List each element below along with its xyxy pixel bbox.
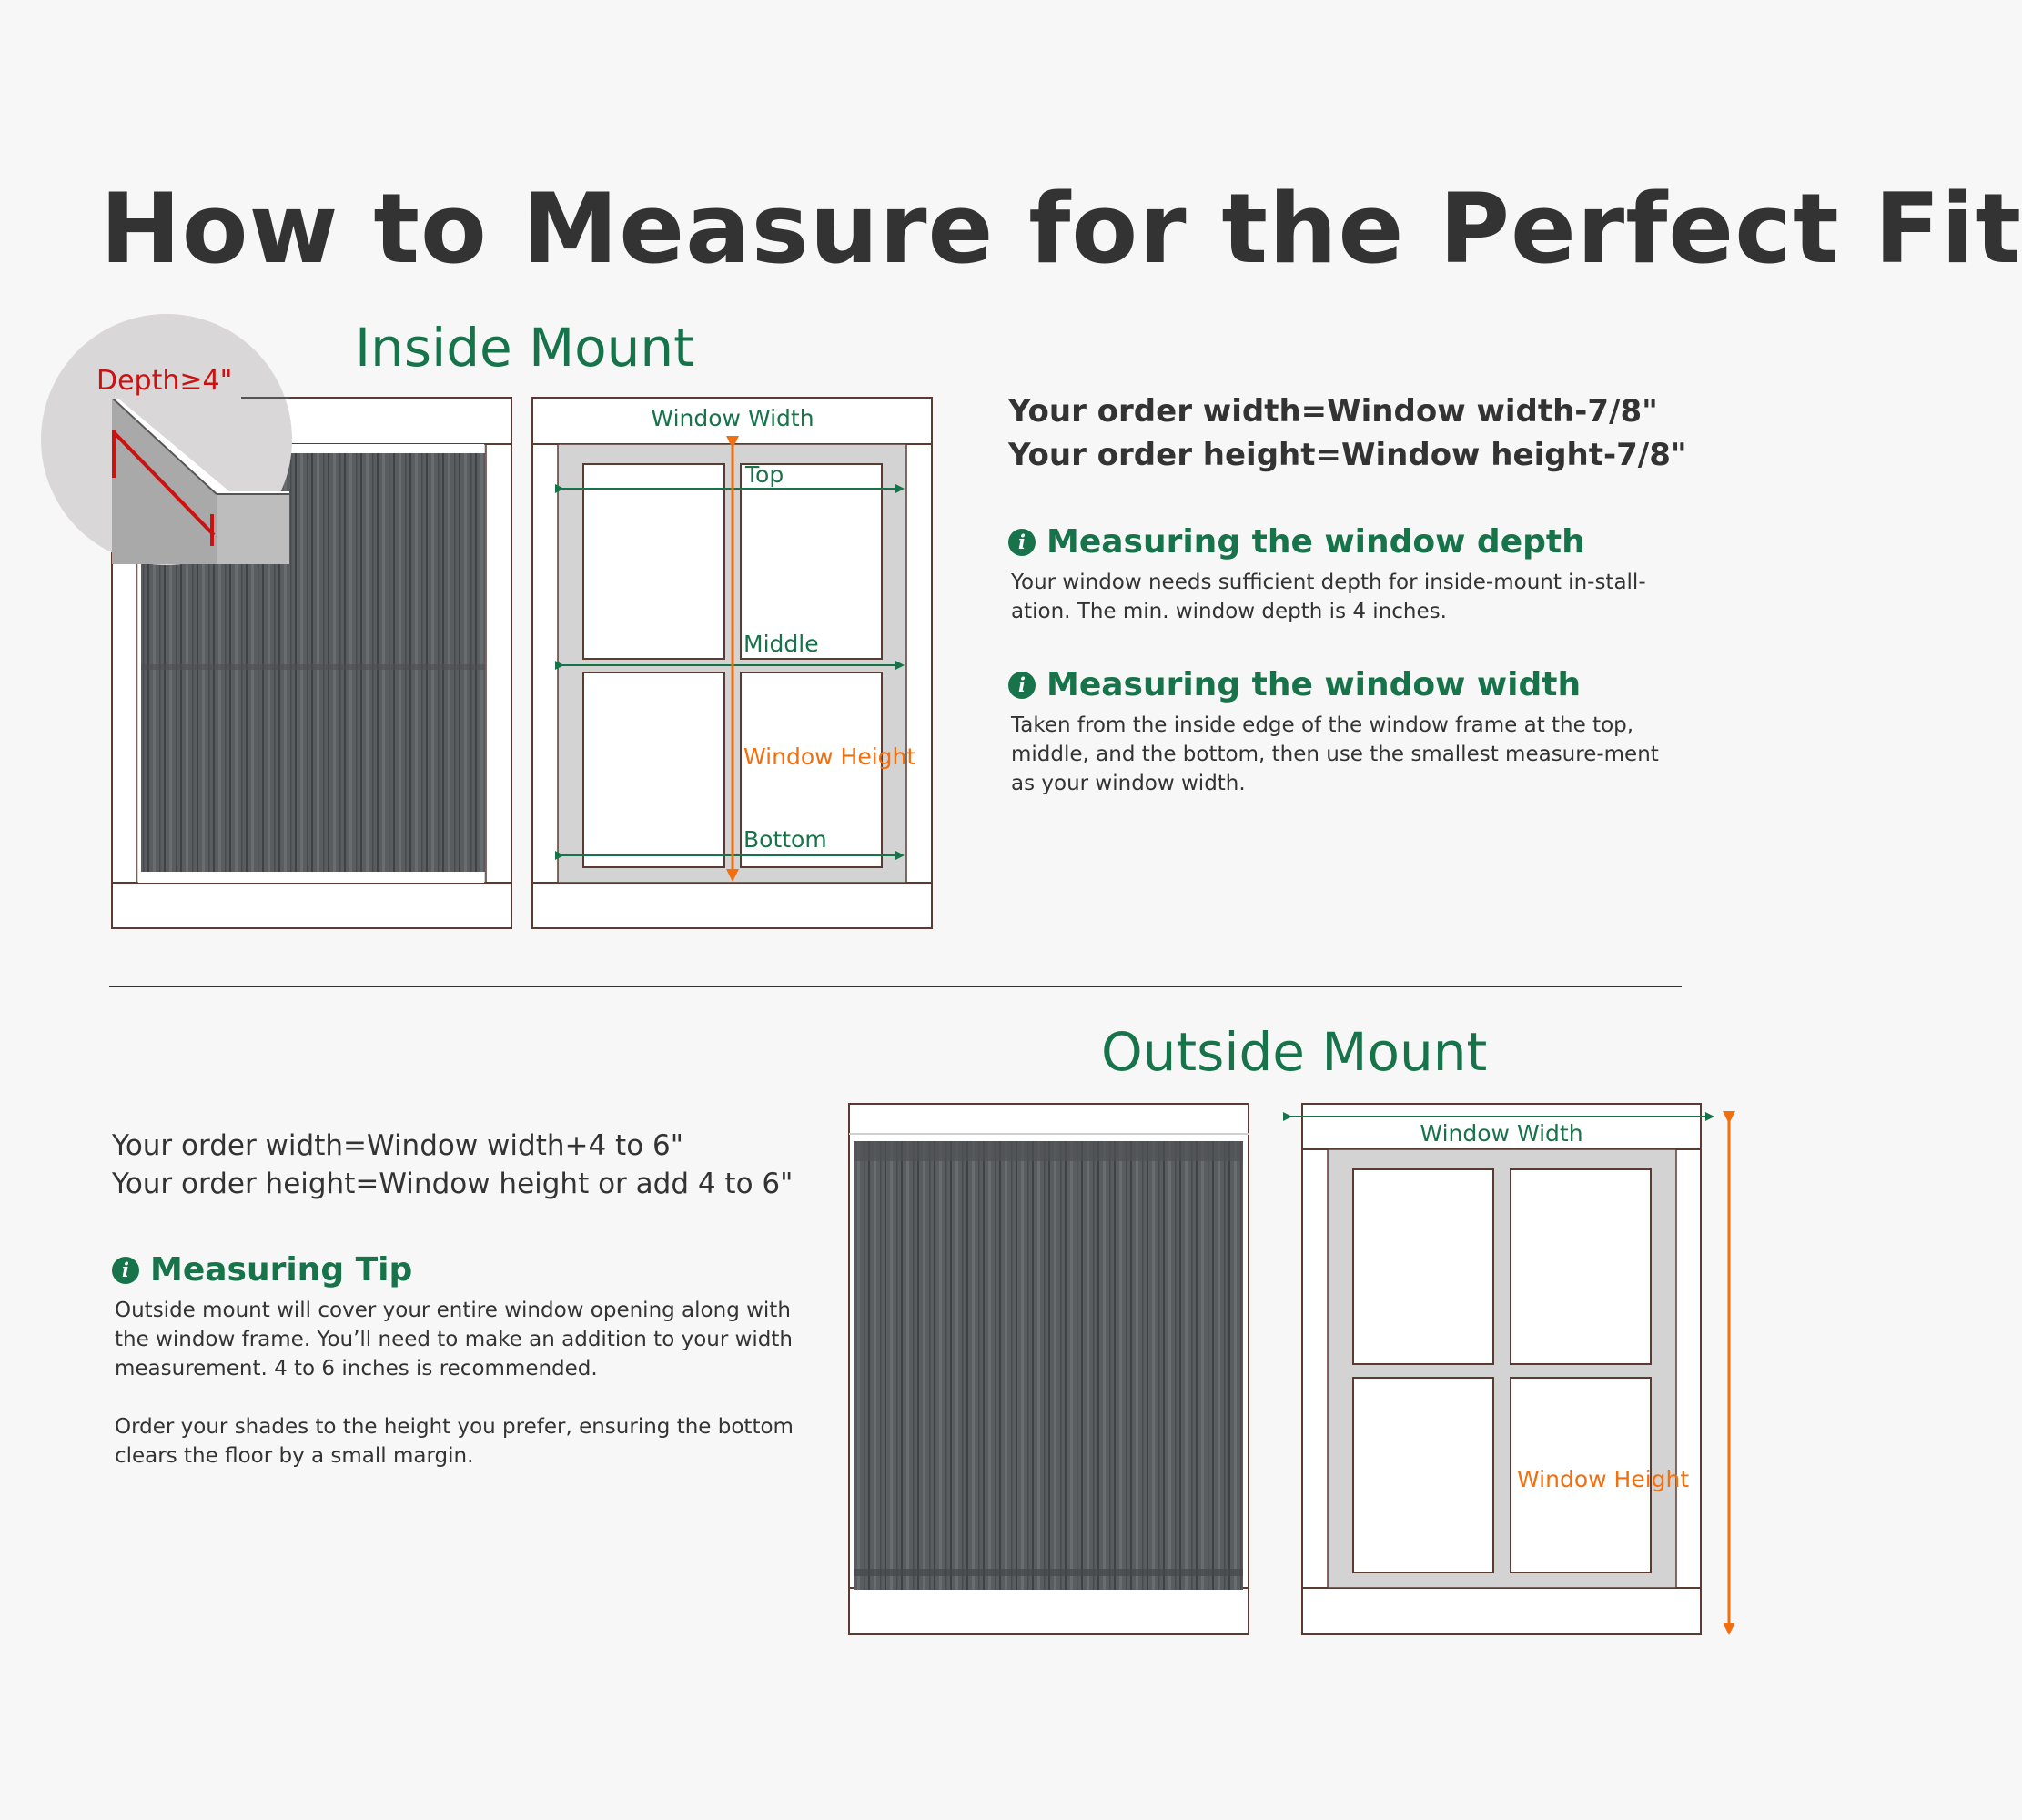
info-icon: i <box>1008 672 1036 699</box>
inside-height-formula: Your order height=Window height-7/8" <box>1008 437 1687 473</box>
measuring-tip-title: Measuring Tip <box>150 1251 413 1289</box>
outside-height-formula: Your order height=Window height or add 4 to 6" <box>112 1168 794 1200</box>
inside-measure-diagram <box>532 398 932 928</box>
measuring-tip-body-2: Order your shades to the height you prefer, ensuring the bottom clears the floor by a small margin. <box>115 1415 794 1468</box>
outside-formulas <box>112 1127 793 1203</box>
depth-callout <box>41 314 292 565</box>
pleated-shade <box>854 1141 1243 1590</box>
bottom-label: Bottom <box>743 826 827 853</box>
middle-label: Middle <box>743 631 819 657</box>
section-divider <box>109 986 1682 987</box>
window-pane <box>583 464 724 659</box>
top-label: Top <box>745 461 784 488</box>
measuring-tip <box>112 1251 813 1471</box>
inside-mount-title: Inside Mount <box>355 317 694 379</box>
width-tip-title: Measuring the window width <box>1046 666 1582 703</box>
width-tip-body: Taken from the inside edge of the window frame at the top, middle, and the bottom, then use the smallest measure-ment as your window width. <box>1011 713 1659 795</box>
outside-shade-diagram <box>849 1104 1249 1634</box>
outside-mount-title: Outside Mount <box>1101 1021 1488 1083</box>
window-pane <box>1511 1169 1651 1364</box>
inside-height-label: Window Height <box>743 743 916 770</box>
window-pane <box>583 672 724 867</box>
outside-width-formula: Your order width=Window width+4 to 6" <box>112 1129 684 1162</box>
depth-label: Depth≥4" <box>96 365 233 397</box>
page-title: How to Measure for the Perfect Fit <box>100 173 2022 285</box>
depth-tip-body: Your window needs sufficient depth for inside-mount in-stall-ation. The min. window depth is 4 inches. <box>1011 571 1646 623</box>
info-icon: i <box>1008 529 1036 556</box>
inside-width-label: Window Width <box>651 405 814 431</box>
width-tip <box>1008 666 1682 798</box>
measuring-tip-body: Outside mount will cover your entire window opening along with the window frame. You’ll need to make an addition to your width measurement. 4 to 6 inches is recommended. <box>115 1299 794 1380</box>
inside-formulas <box>1008 389 1687 477</box>
info-icon: i <box>112 1257 139 1284</box>
depth-tip-title: Measuring the window depth <box>1046 523 1585 561</box>
outside-measure-diagram <box>1290 1104 1729 1634</box>
inside-width-formula: Your order width=Window width-7/8" <box>1008 393 1658 430</box>
window-pane <box>741 464 882 659</box>
outside-width-label: Window Width <box>1420 1120 1583 1147</box>
window-pane <box>1353 1169 1493 1364</box>
depth-tip <box>1008 523 1682 626</box>
outside-height-label: Window Height <box>1517 1466 1690 1492</box>
window-pane <box>1353 1378 1493 1572</box>
